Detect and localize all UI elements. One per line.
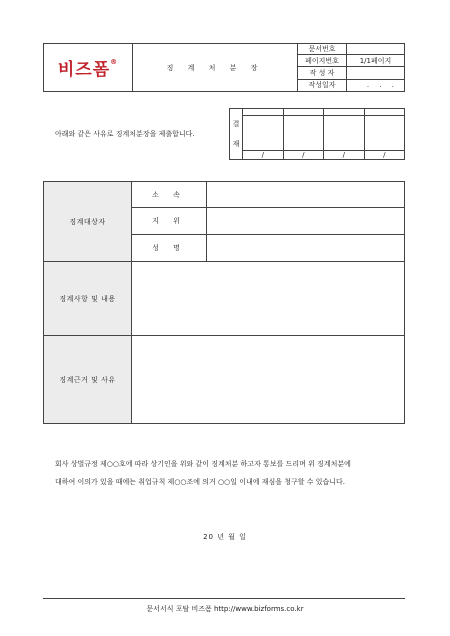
position-field[interactable] xyxy=(207,208,405,235)
name-label: 성 명 xyxy=(132,235,207,262)
approval-date-cell-3[interactable]: / xyxy=(324,150,365,159)
page-number-value: 1/1페이지 xyxy=(347,55,405,67)
approval-title-cell-3[interactable] xyxy=(324,109,365,116)
approval-box xyxy=(229,108,405,160)
approval-sign-cell-1[interactable] xyxy=(243,116,284,151)
approval-date-cell-4[interactable]: / xyxy=(364,150,405,159)
page-number-label: 페이지번호 xyxy=(298,55,347,67)
target-label: 징계대상자 xyxy=(44,182,132,262)
position-label: 지 위 xyxy=(132,208,207,235)
approval-title-cell-4[interactable] xyxy=(364,109,405,116)
logo-cell xyxy=(44,44,133,92)
disciplinary-form xyxy=(43,181,405,424)
details-label: 징계사항 및 내용 xyxy=(44,262,132,336)
author-label: 작 성 자 xyxy=(298,67,347,79)
approval-sign-cell-4[interactable] xyxy=(364,116,405,151)
footer-divider xyxy=(43,598,405,599)
notice-line-2: 대하여 이의가 있을 때에는 취업규칙 제○○조에 의거 ○○일 이내에 재심을 청구할 수 있습니다. xyxy=(55,478,346,486)
reason-label: 징계근거 및 사유 xyxy=(44,336,132,424)
approval-title-cell-1[interactable] xyxy=(243,109,284,116)
author-field[interactable] xyxy=(347,67,405,79)
footer-text: 문서서식 포탈 비즈폼 http://www.bizforms.co.kr xyxy=(146,605,304,613)
date-line: 20 년 월 일 xyxy=(203,533,247,541)
notice-line-1: 회사 상벌규정 제○○호에 따라 상기인을 위와 같이 징계처분 하고자 통보를 드리며 위 징계처분에 xyxy=(55,460,351,468)
date-label: 작성일자 xyxy=(298,79,347,91)
approval-date-cell-1[interactable]: / xyxy=(243,150,284,159)
name-field[interactable] xyxy=(207,235,405,262)
details-field[interactable] xyxy=(132,262,405,336)
approval-date-cell-2[interactable]: / xyxy=(283,150,324,159)
date-field[interactable]: . . . xyxy=(347,79,405,91)
bizforms-logo: 비즈폼® xyxy=(57,58,119,80)
approval-title-cell-2[interactable] xyxy=(283,109,324,116)
notice-paragraph xyxy=(55,455,425,491)
approval-side-label: 결 재 xyxy=(230,109,243,160)
department-field[interactable] xyxy=(207,182,405,208)
document-title: 징 계 처 분 장 xyxy=(133,44,298,92)
department-label: 소 속 xyxy=(132,182,207,208)
approval-sign-cell-2[interactable] xyxy=(283,116,324,151)
doc-number-field[interactable] xyxy=(347,44,405,55)
approval-sign-cell-3[interactable] xyxy=(324,116,365,151)
document-header xyxy=(43,43,405,92)
reason-field[interactable] xyxy=(132,336,405,424)
doc-number-label: 문서번호 xyxy=(298,44,347,55)
request-text: 아래와 같은 사유로 징계처분장을 제출합니다. xyxy=(55,130,195,138)
